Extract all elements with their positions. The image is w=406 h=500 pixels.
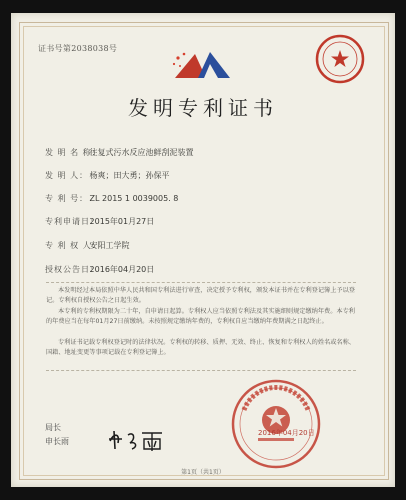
divider bbox=[46, 282, 356, 283]
field-value: 安阳工学院 bbox=[89, 241, 130, 250]
stamp-date: 2016年04月20日 bbox=[258, 429, 315, 437]
field-application-date bbox=[45, 216, 154, 227]
page-number: 第1页（共1页） bbox=[181, 469, 225, 476]
patent-office-logo bbox=[170, 48, 240, 86]
certificate-number: 证书号第2038038号 bbox=[38, 44, 118, 53]
field-label: 发 明 人： bbox=[45, 171, 89, 180]
field-grant-date bbox=[45, 264, 154, 275]
field-value: 2015年01月27日 bbox=[89, 217, 155, 226]
certificate-title: 发明专利证书 bbox=[128, 96, 278, 120]
field-label: 发 明 名 称： bbox=[45, 148, 101, 157]
paragraph-1: 本发明经过本局依照中华人民共和国专利法进行审查，决定授予专利权，颁发本证书并在专利登记簿上予以登记。专利权自授权公告之日起生效。 bbox=[46, 287, 355, 304]
field-invention-name bbox=[45, 147, 194, 158]
field-label: 专 利 号： bbox=[45, 194, 89, 203]
paragraph-2: 本专利的专利权期限为二十年，自申请日起算。专利权人应当依照专利法及其实施细则规定缴纳年费。本专利的年费应当在每年01月27日前缴纳。未按照规定缴纳年费的，专利权自应当缴纳年费期满之日起终止。 bbox=[46, 308, 355, 325]
field-value: 2016年04月20日 bbox=[89, 265, 155, 274]
field-patent-number bbox=[45, 193, 178, 204]
field-inventors bbox=[45, 170, 170, 181]
signature-image bbox=[106, 427, 166, 453]
divider bbox=[46, 370, 356, 371]
field-label: 专利申请日： bbox=[45, 217, 99, 226]
field-value: ZL 2015 1 0039005. 8 bbox=[89, 194, 179, 203]
director-title: 局长 bbox=[45, 423, 61, 432]
field-label: 专 利 权 人： bbox=[45, 241, 101, 250]
field-label: 授权公告日： bbox=[45, 265, 99, 274]
paragraph-3: 专利证书记载专利权登记时的法律状况。专利权的转移、质押、无效、终止、恢复和专利权人的姓名或名称、国籍、地址变更等事项记载在专利登记簿上。 bbox=[46, 339, 355, 356]
field-value: 杨爽；田大勇；孙保平 bbox=[89, 171, 170, 180]
official-seal-icon bbox=[230, 378, 322, 470]
director-name: 申长雨 bbox=[45, 437, 69, 446]
field-patentee bbox=[45, 240, 130, 251]
field-value: 往复式污水反应池鲜刮泥装置 bbox=[89, 148, 194, 157]
top-seal-icon bbox=[314, 33, 366, 85]
